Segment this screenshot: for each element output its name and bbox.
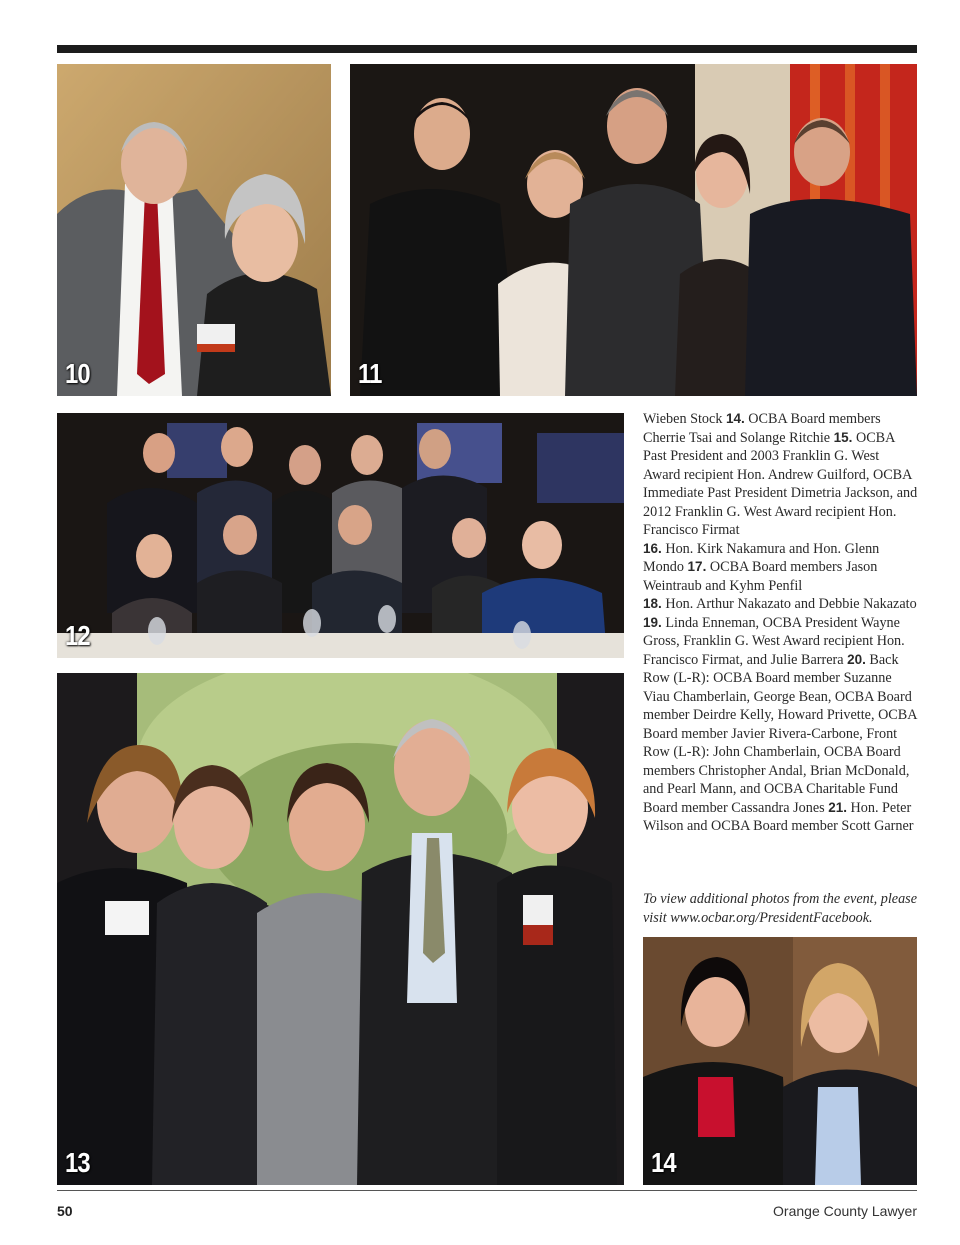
caption-number: 17. xyxy=(687,559,707,574)
caption-number: 14. xyxy=(725,411,745,426)
photo-number: 13 xyxy=(65,1147,90,1178)
caption-text: Linda Enneman, OCBA President Wayne Gross, Franklin G. West Award recipient Hon. Francisco Firmat, and Julie Barrera xyxy=(643,614,905,668)
photo-captions xyxy=(643,410,919,836)
caption-text: OCBA Board members Jason Weintraub and Kyhm Penfil xyxy=(643,559,878,594)
caption-text: Hon. Peter Wilson and OCBA Board member Scott Garner xyxy=(643,799,914,834)
caption-text: OCBA Past President and 2003 Franklin G. West Award recipient Hon. Andrew Guilford, OCBA Immediate Past President Dimetria Jackson, and 2012 Franklin G. West Award recipient Hon. Francisco Firmat xyxy=(643,429,918,538)
page-number: 50 xyxy=(57,1203,73,1219)
caption-text: Hon. Kirk Nakamura and Hon. Glenn Mondo xyxy=(643,540,880,575)
caption-intro: Wieben Stock xyxy=(643,411,723,427)
caption-number: 20. xyxy=(847,651,866,667)
magazine-title: Orange County Lawyer xyxy=(773,1203,917,1219)
caption-number: 16. xyxy=(643,540,662,556)
photo-number: 14 xyxy=(651,1147,676,1178)
photo-12 xyxy=(57,413,624,658)
caption-text: Hon. Arthur Nakazato and Debbie Nakazato xyxy=(661,596,917,612)
caption-number: 19. xyxy=(643,614,662,630)
caption-number: 15. xyxy=(833,429,853,445)
photo-13 xyxy=(57,673,624,1185)
photo-number: 10 xyxy=(65,358,90,389)
top-rule xyxy=(57,45,917,53)
photo-10 xyxy=(57,64,331,396)
caption-number: 21. xyxy=(828,799,847,815)
photo-number: 12 xyxy=(65,620,90,651)
bottom-rule xyxy=(57,1190,917,1191)
photo-14 xyxy=(643,937,917,1185)
additional-photos-note: To view additional photos from the event, please visit www.ocbar.org/PresidentFacebook. xyxy=(643,891,918,926)
photo-number: 11 xyxy=(358,358,382,389)
photo-11 xyxy=(350,64,917,396)
caption-text: OCBA Board members Cherrie Tsai and Solange Ritchie xyxy=(643,411,881,446)
caption-number: 18. xyxy=(643,596,662,611)
caption-text: Back Row (L-R): OCBA Board member Suzanne Viau Chamberlain, George Bean, OCBA Board member Deirdre Kelly, Howard Privette, OCBA Board member Javier Rivera-Carbone, Front Row (L-R): John Chamberlain, OCBA Board members Christopher Andal, Brian McDonald, and Pearl Mann, and OCBA Charitable Fund Board member Cassandra Jones xyxy=(643,651,917,816)
